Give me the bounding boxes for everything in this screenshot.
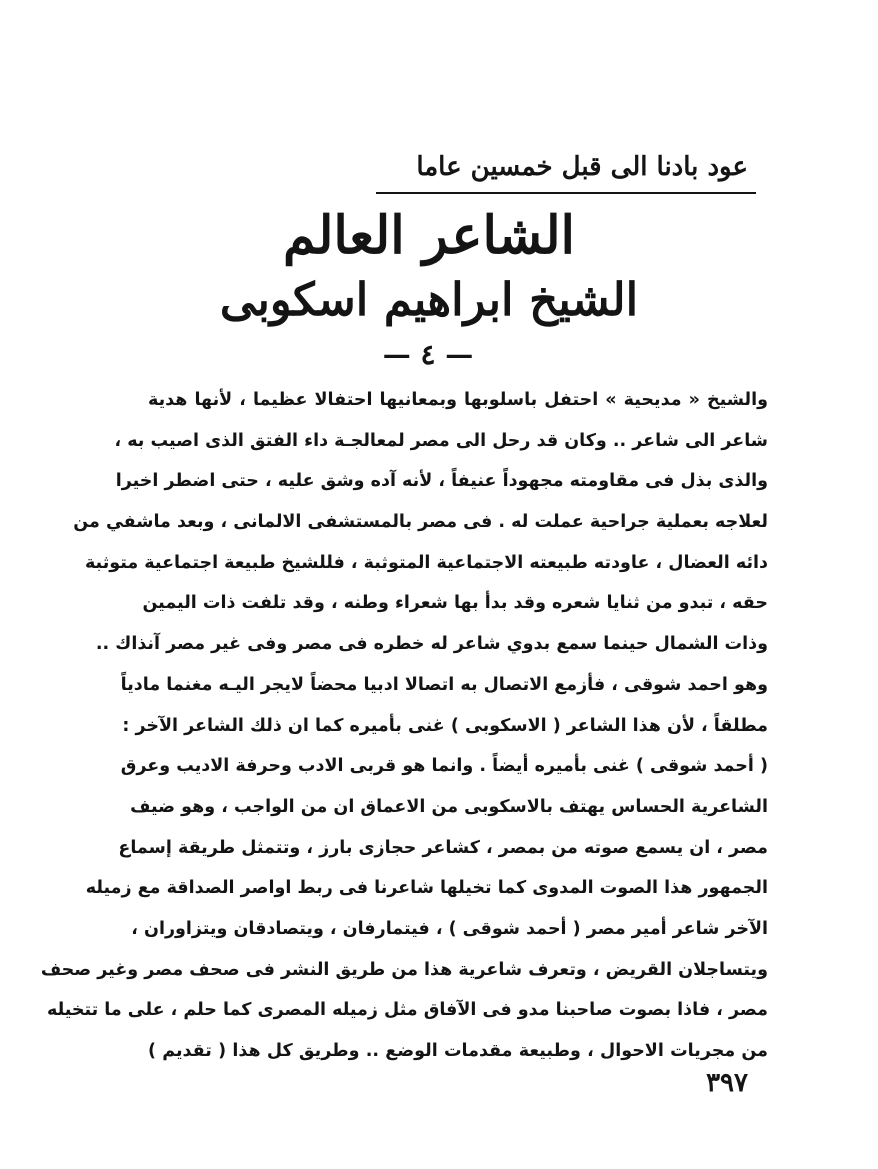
page-subtitle: الشيخ ابراهيم اسكوبى bbox=[219, 273, 639, 326]
text-line: الآخر شاعر أمير مصر ( أحمد شوقى ) ، فيتمارفان ، ويتصادقان ويتزاوران ، bbox=[131, 918, 768, 939]
text-line: من مجريات الاحوال ، وطبيعة مقدمات الوضع .. وطريق كل هذا ( تقديم ) bbox=[148, 1041, 768, 1061]
text-line: ويتساجلان القريض ، وتعرف شاعرية هذا من طريق النشر فى صحف مصر وغير صحف bbox=[40, 959, 768, 980]
text-line: مصر ، فاذا بصوت صاحبنا مدو فى الآفاق مثل زميله المصرى كما حلم ، على ما تتخيله bbox=[46, 1000, 768, 1021]
text-line: وهو احمد شوقى ، فأزمع الاتصال به اتصالا ادبيا محضاً لايجر اليـه مغنما مادياً bbox=[120, 674, 768, 695]
text-line: الجمهور هذا الصوت المدوى كما تخيلها شاعرنا فى ربط اواصر الصداقة مع زميله bbox=[85, 878, 768, 899]
part-number: — ٤ — bbox=[382, 338, 474, 371]
page-title: الشاعر العالم bbox=[282, 205, 576, 266]
text-line: ( أحمد شوقى ) غنى بأميره أيضاً . وانما هو قربى الادب وحرفة الاديب وعرق bbox=[120, 756, 768, 777]
text-line: مطلقاً ، لأن هذا الشاعر ( الاسكوبى ) غنى بأميره كما ان ذلك الشاعر الآخر : bbox=[122, 715, 768, 736]
series-title-underline bbox=[376, 192, 756, 194]
series-title: عود بادنا الى قبل خمسين عاما bbox=[416, 152, 748, 182]
text-line: دائه العضال ، عاودته طبيعته الاجتماعية المتوثبة ، فللشيخ طبيعة اجتماعية متوثبة bbox=[84, 552, 768, 573]
text-line: لعلاجه بعملية جراحية عملت له . فى مصر بالمستشفى الالمانى ، وبعد ماشفي من bbox=[73, 512, 768, 533]
text-line: مصر ، ان يسمع صوته من بمصر ، كشاعر حجازى بارز ، وتتمثل طريقة إسماع bbox=[118, 837, 768, 858]
text-line: وذات الشمال حينما سمع بدوي شاعر له خطره فى مصر وفى غير مصر آنذاك .. bbox=[95, 634, 768, 655]
page-number: ٣٩٧ bbox=[706, 1068, 748, 1098]
text-line: شاعر الى شاعر .. وكان قد رحل الى مصر لمعالجـة داء الفتق الذى اصيب به ، bbox=[114, 430, 768, 451]
text-line: حقه ، تبدو من ثنايا شعره وقد بدأ بها شعراء وطنه ، وقد تلفت ذات اليمين bbox=[142, 593, 768, 614]
text-line: والذى بذل فى مقاومته مجهوداً عنيفاً ، لأنه آده وشق عليه ، حتى اضطر اخيرا bbox=[115, 471, 768, 492]
text-line: والشيخ « مديحية » احتفل باسلوبها وبمعانيها احتفالا عظيما ، لأنها هدية bbox=[148, 390, 768, 410]
body-text bbox=[40, 380, 768, 1072]
text-line: الشاعرية الحساس يهتف بالاسكوبى من الاعماق ان من الواجب ، وهو ضيف bbox=[130, 796, 768, 817]
